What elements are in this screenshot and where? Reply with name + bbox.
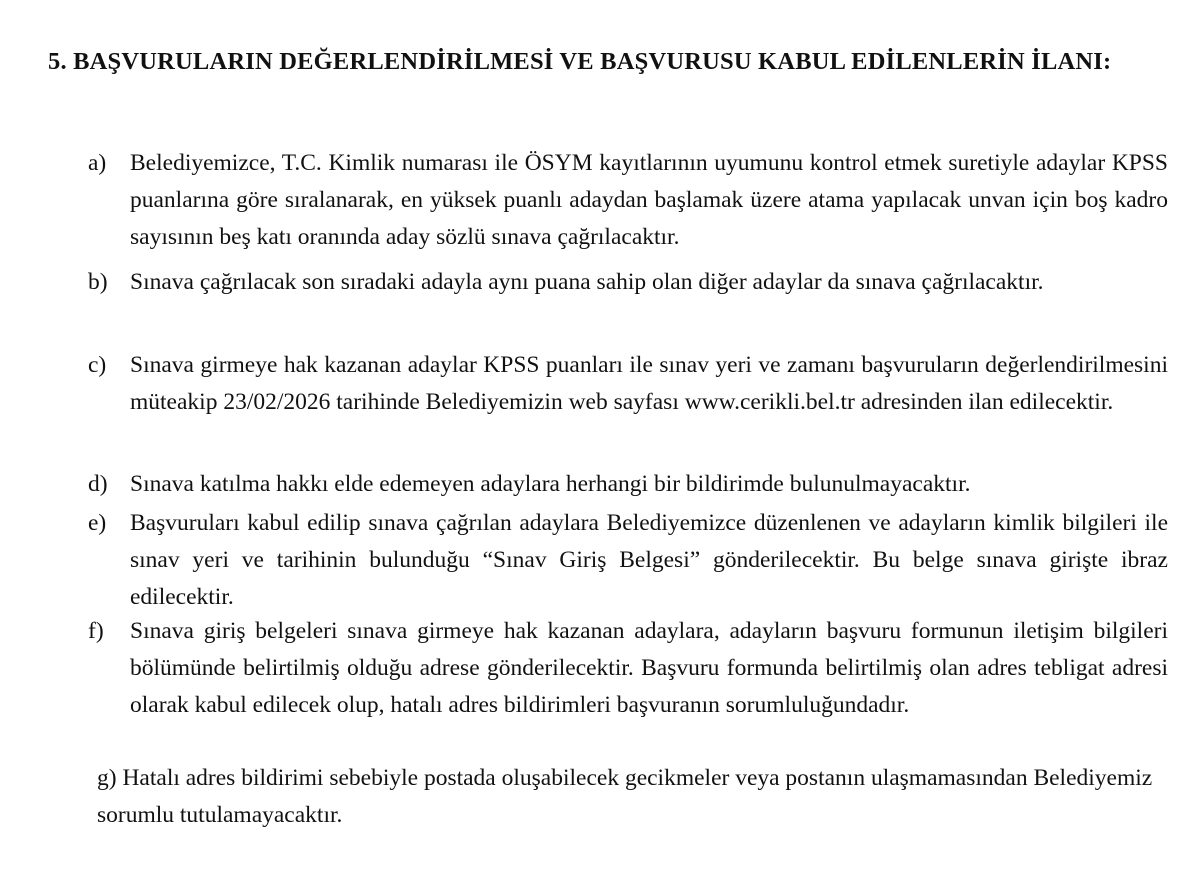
list-item-text: Sınava girmeye hak kazanan adaylar KPSS puanları ile sınav yeri ve zamanı başvuruların değerlendirilmesini müteakip 23/02/2026 tarihinde Belediyemizin web sayfası www.cerikli.bel.tr adresinden ilan edilecektir. [130,352,1168,415]
list-marker: b) [88,269,108,295]
list-marker: c) [88,352,107,378]
list-marker: e) [88,510,107,536]
section-heading: 5. BAŞVURULARIN DEĞERLENDİRİLMESİ VE BAŞVURUSU KABUL EDİLENLERİN İLANI: [48,48,1112,75]
list-marker: g) [97,765,117,791]
list-marker: f) [88,618,104,644]
list-item-text: Belediyemizce, T.C. Kimlik numarası ile ÖSYM kayıtlarının uyumunu kontrol etmek suretiyle adaylar KPSS puanlarına göre sıralanarak, en yüksek puanlı adaydan başlamak üzere atama yapılacak unvan için boş kadro sayısının beş katı oranında aday sözlü sınava çağrılacaktır. [130,150,1168,250]
list-item-g [97,760,1172,834]
list-item-text: Sınava katılma hakkı elde edemeyen adaylara herhangi bir bildirimde bulunulmayacaktır. [130,471,971,497]
list-item-text: Başvuruları kabul edilip sınava çağrılan adaylara Belediyemizce düzenlenen ve adayların kimlik bilgileri ile sınav yeri ve tarihinin bulunduğu “Sınav Giriş Belgesi” gönderilecektir. Bu belge sınava girişte ibraz edilecektir. [130,510,1168,610]
list-item-e [88,505,1168,616]
list-item-d [88,466,1168,503]
list-item-c [88,347,1168,421]
list-item-text: Sınava çağrılacak son sıradaki adayla aynı puana sahip olan diğer adaylar da sınava çağrılacaktır. [130,269,1044,295]
list-item-f [88,613,1168,724]
list-marker: a) [88,150,107,176]
list-marker: d) [88,471,108,497]
list-item-text: Sınava giriş belgeleri sınava girmeye hak kazanan adaylara, adayların başvuru formunun iletişim bilgileri bölümünde belirtilmiş olduğu adrese gönderilecektir. Başvuru formunda belirtilmiş olan adres tebligat adresi olarak kabul edilecek olup, hatalı adres bildirimleri başvuranın sorumluluğundadır. [130,618,1168,718]
list-item-b [88,264,1168,301]
list-item-a [88,145,1168,256]
list-item-text: Hatalı adres bildirimi sebebiyle postada oluşabilecek gecikmeler veya postanın ulaşmamasından Belediyemiz sorumlu tutulamayacaktır. [97,765,1153,828]
